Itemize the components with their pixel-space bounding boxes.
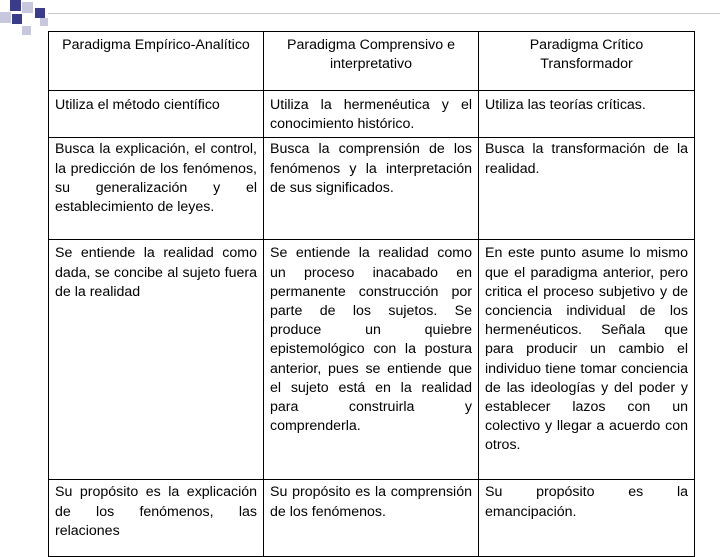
header-cell: Paradigma Comprensivo e interpretativo xyxy=(264,32,479,91)
deco-square xyxy=(40,18,48,26)
table-cell: Busca la comprensión de los fenómenos y la interpretación de sus significados. xyxy=(264,138,479,240)
table-cell: Busca la explicación, el control, la predicción de los fenómenos, su generalización y el establecimiento de leyes. xyxy=(49,138,264,240)
table-row xyxy=(49,480,695,557)
paradigm-comparison-table xyxy=(48,31,695,557)
deco-line xyxy=(48,13,720,14)
table-cell: Utiliza las teorías críticas. xyxy=(479,91,695,138)
table-cell: Utiliza el método científico xyxy=(49,91,264,138)
table-cell: Se entiende la realidad como dada, se concibe al sujeto fuera de la realidad xyxy=(49,240,264,480)
deco-square xyxy=(35,8,45,18)
table-row xyxy=(49,91,695,138)
table-cell: Se entiende la realidad como un proceso inacabado en permanente construcción por parte de los sujetos. Se produce un quiebre epistemológico con la postura anterior, pues se entiende que el sujeto está en la realidad para construirla y comprenderla. xyxy=(264,240,479,480)
table-cell: Su propósito es la emancipación. xyxy=(479,480,695,557)
table-cell: Busca la transformación de la realidad. xyxy=(479,138,695,240)
header-cell: Paradigma Crítico Transformador xyxy=(479,32,695,91)
deco-square xyxy=(22,2,33,13)
table-header-row xyxy=(49,32,695,91)
deco-square xyxy=(0,12,11,23)
table-row xyxy=(49,138,695,240)
corner-decoration xyxy=(0,0,720,32)
deco-square xyxy=(10,0,21,11)
deco-square xyxy=(12,14,22,24)
table-cell: Su propósito es la comprensión de los fenómenos. xyxy=(264,480,479,557)
deco-square xyxy=(22,26,31,35)
table-cell: Su propósito es la explicación de los fenómenos, las relaciones xyxy=(49,480,264,557)
header-cell: Paradigma Empírico-Analítico xyxy=(49,32,264,91)
table-cell: Utiliza la hermenéutica y el conocimiento histórico. xyxy=(264,91,479,138)
table-cell: En este punto asume lo mismo que el paradigma anterior, pero critica el proceso subjetivo y de conciencia individual de los hermenéuticos. Señala que para producir un cambio el individuo tiene tomar conciencia de las ideologías y del poder y establecer lazos con un colectivo y llegar a acuerdo con otros. xyxy=(479,240,695,480)
table-row xyxy=(49,240,695,480)
